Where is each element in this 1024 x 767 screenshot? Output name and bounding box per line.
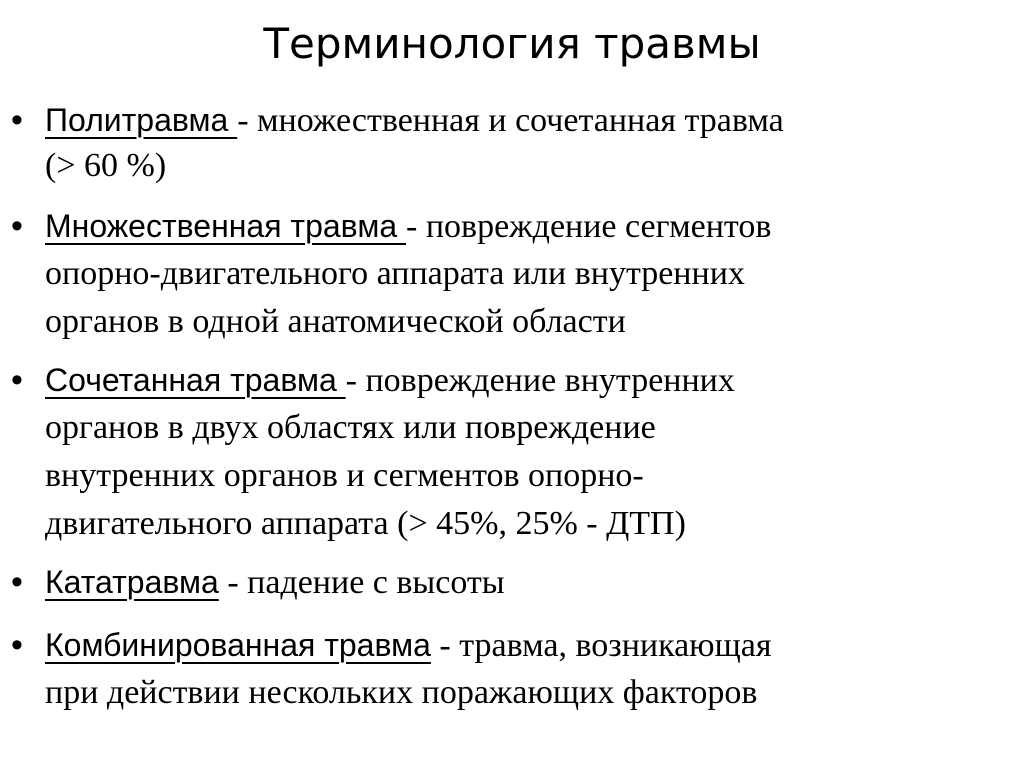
definition-line — [45, 354, 1005, 407]
bullet-icon: • — [11, 563, 23, 601]
definition-line — [45, 200, 1005, 253]
definition-line — [45, 556, 1005, 609]
definition-line: органов в одной анатомической области — [45, 303, 626, 340]
definition-line — [45, 619, 1005, 672]
term-label: Комбинированная травма — [45, 627, 431, 663]
definition-line: внутренних органов и сегментов опорно- — [45, 457, 644, 494]
definition-line: двигательного аппарата (> 45%, 25% - ДТП) — [45, 505, 686, 542]
bullet-icon: • — [11, 361, 23, 399]
definition-line: органов в двух областях или повреждение — [45, 409, 656, 446]
bullet-icon: • — [11, 626, 23, 664]
definition-line: (> 60 %) — [45, 147, 167, 184]
definition-text: - травма, возникающая — [430, 627, 772, 664]
definition-text: - повреждение внутренних — [345, 362, 735, 399]
slide-title: Терминология травмы — [263, 19, 761, 68]
definition-text: - повреждение сегментов — [406, 208, 772, 245]
term-label: Кататравма — [45, 564, 219, 600]
term-label: Сочетанная травма — [45, 362, 346, 398]
bullet-icon: • — [11, 207, 23, 245]
term-label: Множественная травма — [45, 208, 406, 244]
definition-text: - падение с высоты — [218, 564, 505, 601]
bullet-icon: • — [11, 101, 23, 139]
definition-line: при действии нескольких поражающих факторов — [45, 674, 758, 711]
definition-line: опорно-двигательного аппарата или внутренних — [45, 255, 745, 292]
definition-text: - множественная и сочетанная травма — [237, 102, 784, 139]
term-label: Политравма — [45, 102, 238, 138]
